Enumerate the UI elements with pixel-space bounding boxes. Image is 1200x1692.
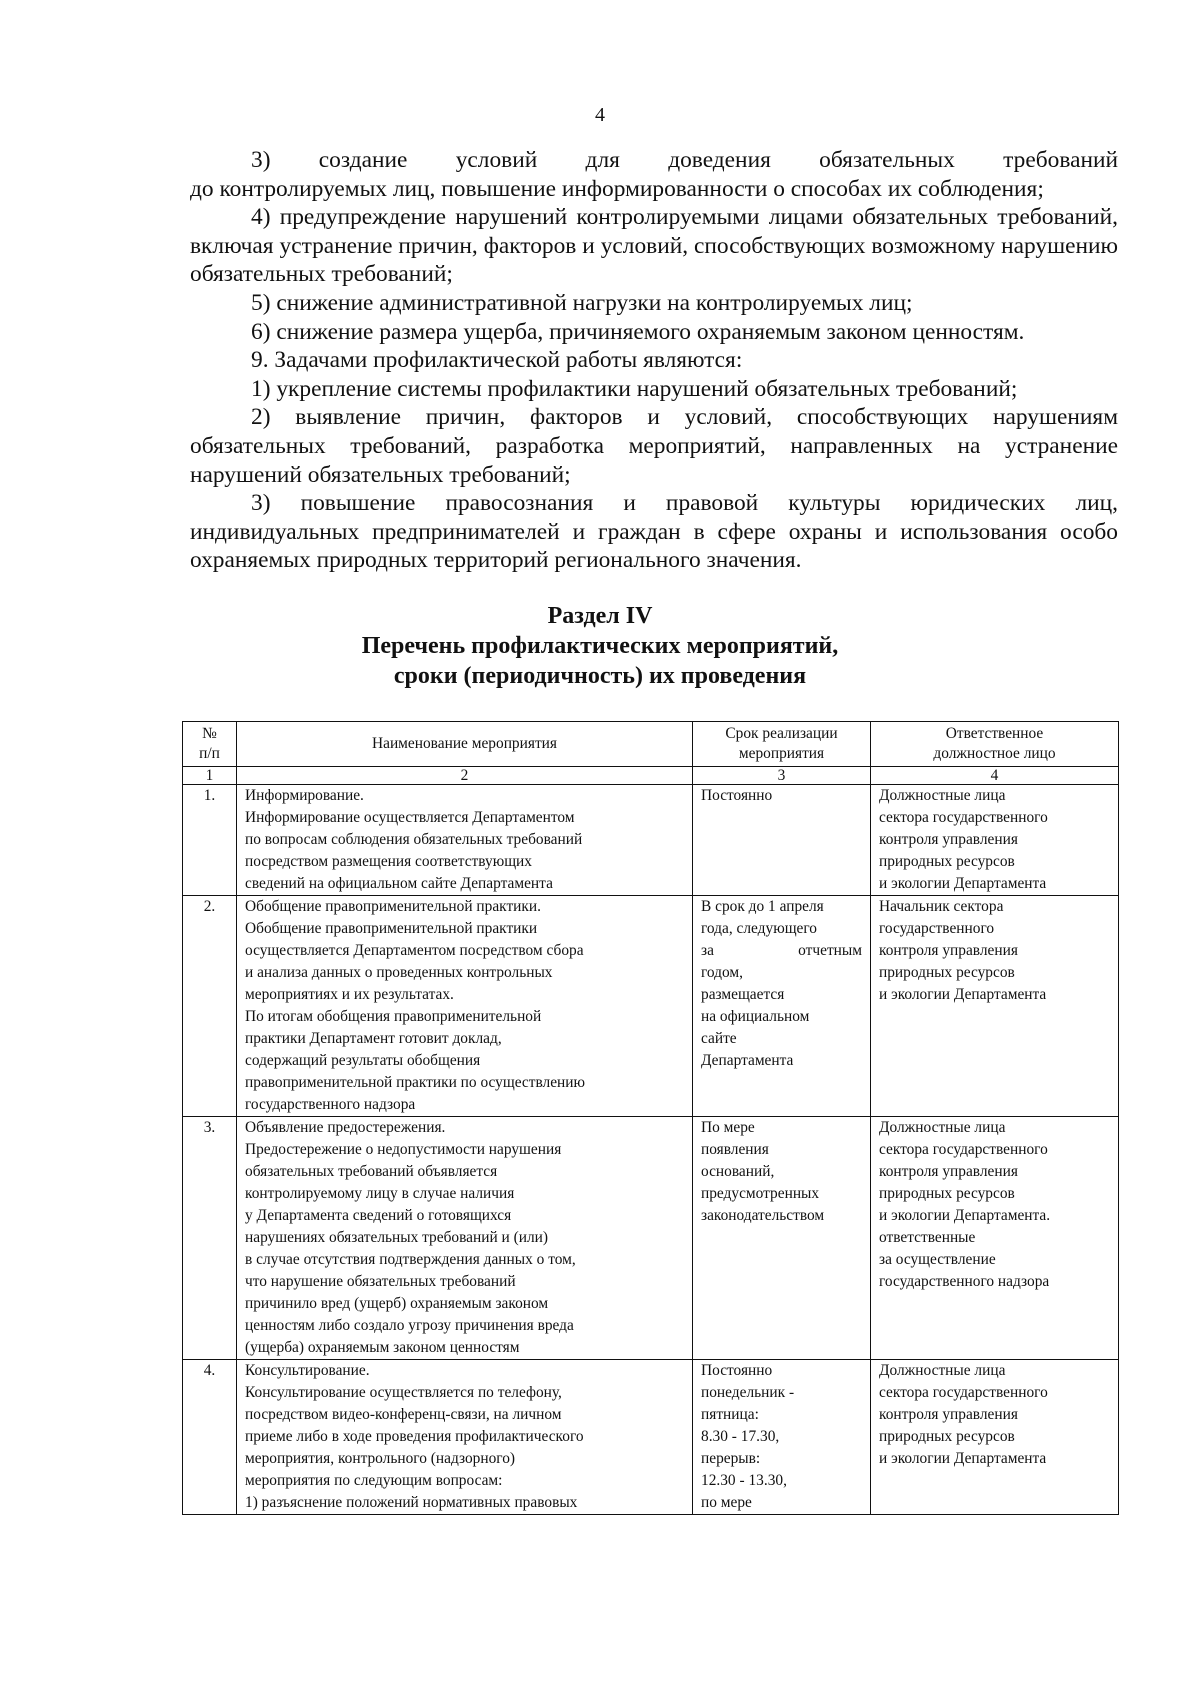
- cell-line: Объявление предостережения.: [245, 1119, 446, 1136]
- cell-line: мероприятиях и их результатах.: [245, 986, 454, 1003]
- cell-line: 12.30 - 13.30,: [701, 1472, 787, 1489]
- cell-line: размещается: [701, 986, 785, 1003]
- page-number: 4: [595, 104, 605, 126]
- cell-line: Должностные лица: [879, 1362, 1006, 1379]
- header-term: [693, 722, 871, 767]
- cell-line: практики Департамент готовит доклад,: [245, 1030, 502, 1047]
- measures-table-wrapper: [182, 721, 1118, 1515]
- table-row: [183, 785, 1119, 896]
- header-num-line-2: п/п: [199, 745, 220, 762]
- cell-line: сектора государственного: [879, 1141, 1048, 1158]
- cell-line: сайте: [701, 1030, 737, 1047]
- paragraph: 4) предупреждение нарушений контролируемыми лицами обязательных требований, включая устранение причин, факторов и условий, способствующих возможному нарушению обязательных требований;: [190, 204, 1118, 288]
- cell-line: ответственные: [879, 1229, 976, 1246]
- cell-line: природных ресурсов: [879, 1428, 1015, 1445]
- column-index: 3: [693, 767, 871, 785]
- cell-line: природных ресурсов: [879, 1185, 1015, 1202]
- cell-line: за осуществление: [879, 1251, 996, 1268]
- header-name: Наименование мероприятия: [237, 722, 693, 767]
- cell-line: Информирование.: [245, 787, 364, 804]
- cell-line: ценностям либо создало угрозу причинения вреда: [245, 1317, 574, 1334]
- cell-line: понедельник -: [701, 1384, 795, 1401]
- cell-line: контроля управления: [879, 1406, 1018, 1423]
- row-number: 2.: [183, 896, 237, 1117]
- measure-responsible: [871, 896, 1119, 1117]
- cell-line: причинило вред (ущерб) охраняемым законом: [245, 1295, 549, 1312]
- cell-line: сектора государственного: [879, 1384, 1048, 1401]
- measure-responsible: [871, 1117, 1119, 1360]
- cell-line: осуществляется Департаментом посредством сбора: [245, 942, 584, 959]
- header-resp-line-2: должностное лицо: [933, 745, 1056, 762]
- cell-line: и анализа данных о проведенных контрольных: [245, 964, 553, 981]
- cell-line: Начальник сектора: [879, 898, 1004, 915]
- cell-line: мероприятия, контрольного (надзорного): [245, 1450, 516, 1467]
- cell-line: Предостережение о недопустимости нарушения: [245, 1141, 562, 1158]
- cell-line: Постоянно: [701, 787, 773, 804]
- cell-line: государственного надзора: [879, 1273, 1050, 1290]
- cell-line: Обобщение правоприменительной практики: [245, 920, 538, 937]
- cell-line: посредством размещения соответствующих: [245, 853, 532, 870]
- cell-line: и экологии Департамента.: [879, 1207, 1051, 1224]
- cell-line: приеме либо в ходе проведения профилактического: [245, 1428, 584, 1445]
- cell-line: предусмотренных: [701, 1185, 820, 1202]
- column-index: 4: [871, 767, 1119, 785]
- cell-line: В срок до 1 апреля: [701, 898, 824, 915]
- cell-line: сведений на официальном сайте Департамента: [245, 875, 553, 892]
- cell-line: Департамента: [701, 1052, 794, 1069]
- cell-line: 8.30 - 17.30,: [701, 1428, 780, 1445]
- cell-line: у Департамента сведений о готовящихся: [245, 1207, 512, 1224]
- paragraph: 2) выявление причин, факторов и условий, способствующих нарушениям обязательных требований, разработка мероприятий, направленных на устранение нарушений обязательных требований;: [190, 404, 1118, 488]
- row-number: 3.: [183, 1117, 237, 1360]
- cell-line: что нарушение обязательных требований: [245, 1273, 516, 1290]
- column-index: 1: [183, 767, 237, 785]
- cell-line: природных ресурсов: [879, 853, 1015, 870]
- paragraph: 3) повышение правосознания и правовой культуры юридических лиц, индивидуальных предпринимателей и граждан в сфере охраны и использования особо охраняемых природных территорий регионального значения.: [190, 490, 1118, 574]
- paragraph: до контролируемых лиц, повышение информированности о способах их соблюдения;: [190, 175, 1044, 202]
- paragraph: 1) укрепление системы профилактики нарушений обязательных требований;: [251, 375, 1018, 402]
- table-row: [183, 896, 1119, 1117]
- cell-line: Постоянно: [701, 1362, 773, 1379]
- cell-line: посредством видео-конференц-связи, на личном: [245, 1406, 562, 1423]
- cell-line: обязательных требований объявляется: [245, 1163, 498, 1180]
- cell-line: за отчетным: [701, 942, 862, 959]
- cell-line: По мере: [701, 1119, 755, 1136]
- section-label: Раздел IV: [547, 603, 653, 629]
- measure-name: [237, 1117, 693, 1360]
- paragraph: 5) снижение административной нагрузки на контролируемых лиц;: [251, 289, 913, 316]
- cell-line: сектора государственного: [879, 809, 1048, 826]
- cell-line: перерыв:: [701, 1450, 761, 1467]
- cell-line: и экологии Департамента: [879, 1450, 1047, 1467]
- measure-name: [237, 896, 693, 1117]
- table-header-row: [183, 722, 1119, 767]
- table-body: [183, 785, 1119, 1515]
- measure-name: [237, 1360, 693, 1515]
- paragraph: 9. Задачами профилактической работы являются:: [251, 347, 743, 374]
- cell-line: Должностные лица: [879, 787, 1006, 804]
- cell-line: По итогам обобщения правоприменительной: [245, 1008, 542, 1025]
- cell-line: контроля управления: [879, 1163, 1018, 1180]
- cell-line: правоприменительной практики по осуществлению: [245, 1074, 586, 1091]
- measure-term: [693, 896, 871, 1117]
- column-index-row: [183, 767, 1119, 785]
- cell-line: законодательством: [701, 1207, 825, 1224]
- cell-line: нарушениях обязательных требований и (или): [245, 1229, 549, 1246]
- row-number: 4.: [183, 1360, 237, 1515]
- cell-line: на официальном: [701, 1008, 810, 1025]
- cell-line: пятница:: [701, 1406, 759, 1423]
- row-number: 1.: [183, 785, 237, 896]
- cell-line: Должностные лица: [879, 1119, 1006, 1136]
- body-text: [190, 146, 1118, 575]
- cell-line: контроля управления: [879, 942, 1018, 959]
- measure-term: [693, 785, 871, 896]
- cell-line: и экологии Департамента: [879, 875, 1047, 892]
- measure-responsible: [871, 1360, 1119, 1515]
- cell-line: Обобщение правоприменительной практики.: [245, 898, 541, 915]
- cell-line: появления: [701, 1141, 769, 1158]
- table-row: [183, 1117, 1119, 1360]
- cell-line: 1) разъяснение положений нормативных правовых: [245, 1494, 578, 1511]
- cell-line: природных ресурсов: [879, 964, 1015, 981]
- measure-name: [237, 785, 693, 896]
- cell-line: в случае отсутствия подтверждения данных о том,: [245, 1251, 576, 1268]
- cell-line: государственного: [879, 920, 995, 937]
- measure-term: [693, 1117, 871, 1360]
- cell-line: Консультирование осуществляется по телефону,: [245, 1384, 562, 1401]
- table-row: [183, 1360, 1119, 1515]
- cell-line: и экологии Департамента: [879, 986, 1047, 1003]
- cell-line: контролируемому лицу в случае наличия: [245, 1185, 515, 1202]
- cell-line: Информирование осуществляется Департаментом: [245, 809, 575, 826]
- measures-table: [182, 721, 1119, 1515]
- measure-responsible: [871, 785, 1119, 896]
- cell-line: (ущерба) охраняемым законом ценностям: [245, 1339, 520, 1356]
- header-resp-line-1: Ответственное: [945, 725, 1044, 742]
- section-title-line-2: сроки (периодичность) их проведения: [393, 663, 807, 689]
- cell-line: оснований,: [701, 1163, 775, 1180]
- header-term-line-2: мероприятия: [738, 745, 825, 762]
- cell-line: годом,: [701, 964, 744, 981]
- header-num-line-1: №: [202, 725, 217, 742]
- section-heading: [0, 601, 1200, 691]
- section-title-line-1: Перечень профилактических мероприятий,: [361, 633, 839, 659]
- cell-line: по вопросам соблюдения обязательных требований: [245, 831, 583, 848]
- cell-line: содержащий результаты обобщения: [245, 1052, 481, 1069]
- header-num: [183, 722, 237, 767]
- cell-line: мероприятия по следующим вопросам:: [245, 1472, 503, 1489]
- header-responsible: [871, 722, 1119, 767]
- header-term-line-1: Срок реализации: [725, 725, 838, 742]
- cell-line: Консультирование.: [245, 1362, 370, 1379]
- paragraph: 6) снижение размера ущерба, причиняемого охраняемым законом ценностям.: [251, 318, 1025, 345]
- paragraph: 3) создание условий для доведения обязательных требований: [251, 147, 1118, 173]
- cell-line: государственного надзора: [245, 1096, 416, 1113]
- measure-term: [693, 1360, 871, 1515]
- cell-line: по мере: [701, 1494, 752, 1511]
- column-index: 2: [237, 767, 693, 785]
- cell-line: контроля управления: [879, 831, 1018, 848]
- cell-line: года, следующего: [701, 920, 818, 937]
